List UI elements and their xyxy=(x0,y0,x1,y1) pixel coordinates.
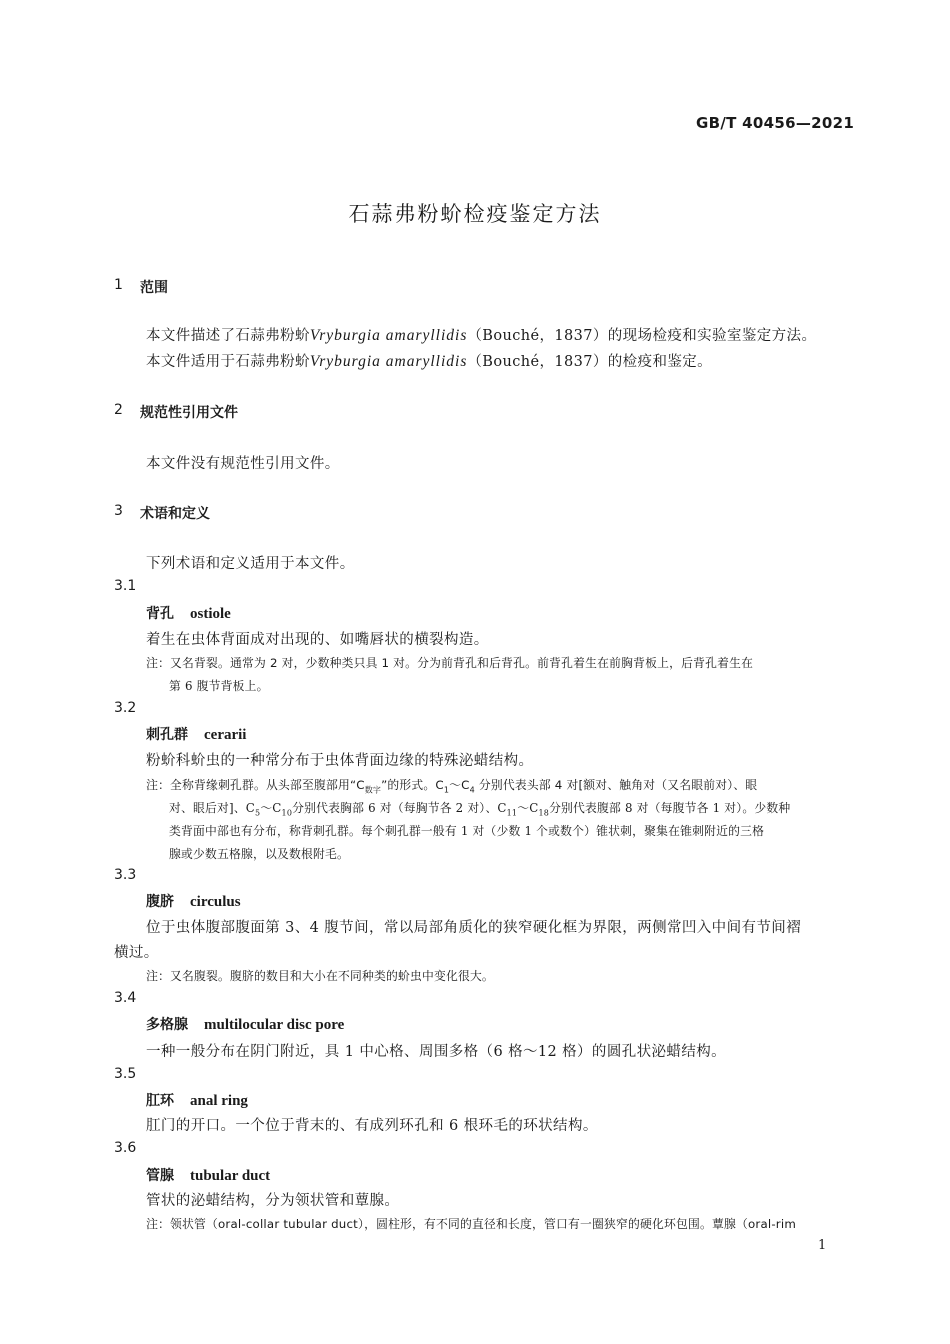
subscript: 数字 xyxy=(364,785,382,795)
document-title: 石蒜弗粉蚧检疫鉴定方法 xyxy=(348,202,602,226)
note-text xyxy=(170,778,758,795)
term-zh xyxy=(146,1090,248,1110)
clause-number: 3.2 xyxy=(114,700,137,716)
note-line-1 xyxy=(146,654,753,671)
note-text: 又名腹裂。腹脐的数目和大小在不同种类的蚧虫中变化很大。 xyxy=(170,969,494,983)
term-definition: 着生在虫体背面成对出现的、如嘴唇状的横裂构造。 xyxy=(146,632,489,648)
subscript: 18 xyxy=(538,808,550,818)
term-en: ostiole xyxy=(190,606,231,622)
text: （Bouché，1837）的现场检疫和实验室鉴定方法。 xyxy=(467,328,817,344)
text: ～C xyxy=(449,778,470,792)
subscript: 10 xyxy=(281,808,293,818)
section-3-intro: 下列术语和定义适用于本文件。 xyxy=(146,556,355,572)
term-zh-text: 多格腺 xyxy=(146,1017,188,1033)
text: 分别代表腹部 8 对（每腹节各 1 对）。少数种 xyxy=(549,801,791,815)
note-line-3: 类背面中部也有分布，称背刺孔群。每个刺孔群一般有 1 对（少数 1 个或数个）锥状刺，聚集在锥刺附近的三格 xyxy=(169,824,765,838)
text: （Bouché，1837）的检疫和鉴定。 xyxy=(467,354,713,370)
subscript: 4 xyxy=(469,785,475,795)
section-1-title: 范围 xyxy=(140,280,168,296)
term-en: tubular duct xyxy=(190,1168,271,1184)
clause-number: 3.5 xyxy=(114,1066,137,1082)
subscript: 1 xyxy=(443,785,450,795)
note-label: 注： xyxy=(146,1217,171,1231)
text: 分别代表头部 4 对[额对、触角对（又名眼前对）、眼 xyxy=(474,778,758,792)
scientific-name: Vryburgia amaryllidis xyxy=(309,353,468,370)
section-3-number: 3 xyxy=(114,503,123,519)
term-zh xyxy=(146,1014,344,1034)
term-zh xyxy=(146,891,241,911)
term-definition-line-2: 横过。 xyxy=(114,945,159,961)
section-1-number: 1 xyxy=(114,277,123,293)
term-zh-text: 腹脐 xyxy=(146,894,174,910)
note-text: 领状管（oral-collar tubular duct），圆柱形，有不同的直径和长度，管口有一圈狭窄的硬化环包围。蕈腺（oral-rim xyxy=(170,1217,797,1231)
scientific-name: Vryburgia amaryllidis xyxy=(309,327,468,344)
text: 本文件适用于石蒜弗粉蚧 xyxy=(146,354,310,370)
section-2-number: 2 xyxy=(114,402,123,418)
term-zh-text: 管腺 xyxy=(146,1168,174,1184)
section-2-paragraph: 本文件没有规范性引用文件。 xyxy=(146,456,340,472)
text: 全称背缘刺孔群。从头部至腹部用“C xyxy=(170,778,365,792)
note-label: 注： xyxy=(146,656,171,670)
note-line-1 xyxy=(146,967,494,984)
section-3-title: 术语和定义 xyxy=(140,506,210,522)
term-definition: 管状的泌蜡结构，分为领状管和蕈腺。 xyxy=(146,1193,400,1209)
standard-number: GB/T 40456—2021 xyxy=(696,114,855,132)
text: 分别代表胸部 6 对（每胸节各 2 对）、C xyxy=(292,801,507,815)
term-en: circulus xyxy=(190,894,241,910)
clause-number: 3.1 xyxy=(114,578,137,594)
term-definition: 肛门的开口。一个位于背末的、有成列环孔和 6 根环毛的环状结构。 xyxy=(146,1118,598,1134)
clause-number: 3.6 xyxy=(114,1140,137,1156)
note-line-4: 腺或少数五格腺，以及数根附毛。 xyxy=(169,847,349,861)
term-definition: 一种一般分布在阴门附近，具 1 中心格、周围多格（6 格～12 格）的圆孔状泌蜡结构。 xyxy=(146,1044,727,1060)
section-1-paragraph-2 xyxy=(146,350,712,371)
term-en: multilocular disc pore xyxy=(204,1017,345,1033)
term-en: anal ring xyxy=(190,1093,248,1109)
term-en: cerarii xyxy=(204,727,247,743)
note-line-2 xyxy=(169,799,790,817)
text: ～C xyxy=(517,801,539,815)
section-1-paragraph-1 xyxy=(146,324,816,345)
term-zh xyxy=(146,603,231,623)
term-zh xyxy=(146,1165,270,1185)
note-label: 注： xyxy=(146,969,171,983)
term-definition-line-1: 位于虫体腹部腹面第 3、4 腹节间，常以局部角质化的狭窄硬化框为界限，两侧常凹入中间有节间褶 xyxy=(146,920,802,936)
clause-number: 3.3 xyxy=(114,867,137,883)
term-zh xyxy=(146,724,246,744)
text: ～C xyxy=(260,801,282,815)
text: ”的形式。C xyxy=(381,778,444,792)
subscript: 11 xyxy=(506,808,518,818)
term-zh-text: 肛环 xyxy=(146,1093,174,1109)
note-text: 又名背裂。通常为 2 对，少数种类只具 1 对。分为前背孔和后背孔。前背孔着生在前胸背板上，后背孔着生在 xyxy=(170,656,754,670)
section-2-title: 规范性引用文件 xyxy=(140,405,238,421)
note-line-1 xyxy=(146,1215,796,1232)
subscript: 5 xyxy=(255,808,261,818)
note-line-1 xyxy=(146,776,757,795)
term-definition: 粉蚧科蚧虫的一种常分布于虫体背面边缘的特殊泌蜡结构。 xyxy=(146,753,534,769)
note-label: 注： xyxy=(146,778,171,792)
term-zh-text: 背孔 xyxy=(146,606,174,622)
page-number: 1 xyxy=(818,1238,827,1253)
text: 对、眼后对]、C xyxy=(169,801,256,815)
note-line-2: 第 6 腹节背板上。 xyxy=(169,679,269,693)
text: 本文件描述了石蒜弗粉蚧 xyxy=(146,328,310,344)
clause-number: 3.4 xyxy=(114,990,137,1006)
term-zh-text: 刺孔群 xyxy=(146,727,188,743)
